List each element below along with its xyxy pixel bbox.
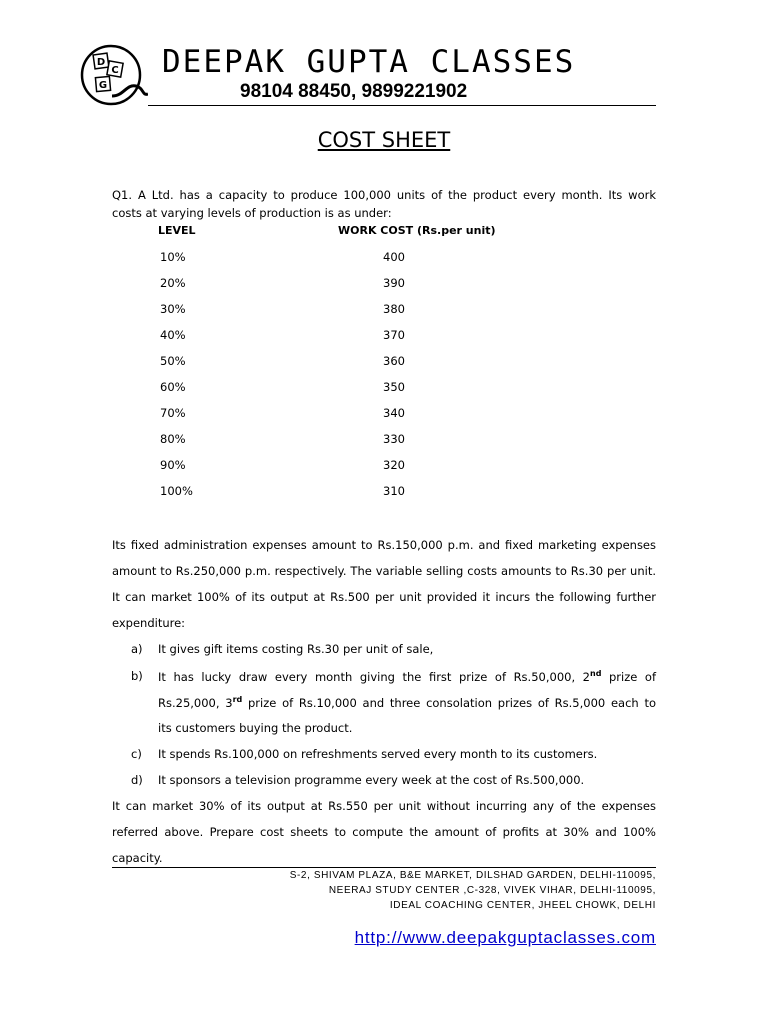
paragraph-line: amount to Rs.250,000 p.m. respectively. The variable selling costs amounts to Rs.30 per unit. bbox=[112, 564, 656, 578]
table-cell-level: 80% bbox=[160, 432, 186, 446]
question-line-2: costs at varying levels of production is as under: bbox=[112, 206, 392, 220]
document-title bbox=[0, 128, 768, 152]
table-header-work-cost: WORK COST (Rs.per unit) bbox=[338, 224, 496, 237]
footer-rule bbox=[112, 867, 656, 868]
table-cell-level: 60% bbox=[160, 380, 186, 394]
paragraph-line: capacity. bbox=[112, 851, 163, 865]
list-item-a: It gives gift items costing Rs.30 per unit of sale, bbox=[158, 642, 434, 656]
table-cell-cost: 350 bbox=[383, 380, 405, 394]
list-item-b-line-1 bbox=[158, 669, 656, 684]
table-cell-level: 70% bbox=[160, 406, 186, 420]
paragraph-line: expenditure: bbox=[112, 616, 186, 630]
superscript: nd bbox=[590, 669, 602, 678]
logo-letter-d: D bbox=[96, 57, 106, 68]
brand-name: DEEPAK GUPTA CLASSES bbox=[162, 44, 576, 80]
list-marker-a: a) bbox=[131, 642, 143, 656]
paragraph-line: It can market 100% of its output at Rs.500 per unit provided it incurs the following further bbox=[112, 590, 656, 604]
table-cell-cost: 330 bbox=[383, 432, 405, 446]
table-cell-cost: 310 bbox=[383, 484, 405, 498]
table-cell-cost: 400 bbox=[383, 250, 405, 264]
table-cell-level: 30% bbox=[160, 302, 186, 316]
list-item-b-text: It has lucky draw every month giving the first prize of Rs.50,000, 2 bbox=[158, 669, 590, 684]
table-cell-cost: 360 bbox=[383, 354, 405, 368]
website-link[interactable]: http://www.deepakguptaclasses.com bbox=[354, 928, 656, 947]
phone-numbers: 98104 88450, 9899221902 bbox=[240, 81, 468, 102]
list-item-b-text: prize of bbox=[601, 669, 656, 684]
paragraph-line: Its fixed administration expenses amount to Rs.150,000 p.m. and fixed marketing expenses bbox=[112, 538, 656, 552]
header-rule bbox=[148, 105, 656, 106]
table-cell-level: 20% bbox=[160, 276, 186, 290]
logo-letter-c: C bbox=[111, 65, 119, 76]
table-cell-cost: 340 bbox=[383, 406, 405, 420]
paragraph-line: referred above. Prepare cost sheets to compute the amount of profits at 30% and 100% bbox=[112, 825, 656, 839]
paragraph-line: It can market 30% of its output at Rs.550 per unit without incurring any of the expenses bbox=[112, 799, 656, 813]
list-marker-c: c) bbox=[131, 747, 142, 761]
list-item-b-text: prize of Rs.10,000 and three consolation prizes of Rs.5,000 each to bbox=[242, 695, 656, 710]
table-cell-level: 40% bbox=[160, 328, 186, 342]
table-cell-cost: 370 bbox=[383, 328, 405, 342]
logo-letter-g: G bbox=[98, 80, 108, 91]
question-line-1: Q1. A Ltd. has a capacity to produce 100,000 units of the product every month. Its work bbox=[112, 188, 656, 202]
table-cell-cost: 390 bbox=[383, 276, 405, 290]
footer-address-line: IDEAL COACHING CENTER, JHEEL CHOWK, DELHI bbox=[389, 900, 656, 911]
footer-address-line: S-2, SHIVAM PLAZA, B&E MARKET, DILSHAD GARDEN, DELHI-110095, bbox=[289, 870, 656, 881]
list-item-b-line-3: its customers buying the product. bbox=[158, 721, 353, 735]
table-cell-level: 10% bbox=[160, 250, 186, 264]
table-cell-level: 50% bbox=[160, 354, 186, 368]
list-item-c: It spends Rs.100,000 on refreshments served every month to its customers. bbox=[158, 747, 598, 761]
superscript: rd bbox=[232, 695, 243, 704]
table-cell-level: 100% bbox=[160, 484, 193, 498]
list-marker-b: b) bbox=[131, 669, 143, 683]
list-item-b-line-2 bbox=[158, 695, 656, 710]
table-cell-level: 90% bbox=[160, 458, 186, 472]
list-item-b-text: Rs.25,000, 3 bbox=[158, 695, 233, 710]
list-marker-d: d) bbox=[131, 773, 143, 787]
table-header-level: LEVEL bbox=[158, 224, 196, 237]
dgc-logo bbox=[78, 44, 148, 106]
footer-address-line: NEERAJ STUDY CENTER ,C-328, VIVEK VIHAR, DELHI-110095, bbox=[328, 885, 656, 896]
table-cell-cost: 380 bbox=[383, 302, 405, 316]
table-cell-cost: 320 bbox=[383, 458, 405, 472]
document-title-text: COST SHEET bbox=[317, 128, 451, 152]
list-item-d: It sponsors a television programme every week at the cost of Rs.500,000. bbox=[158, 773, 585, 787]
